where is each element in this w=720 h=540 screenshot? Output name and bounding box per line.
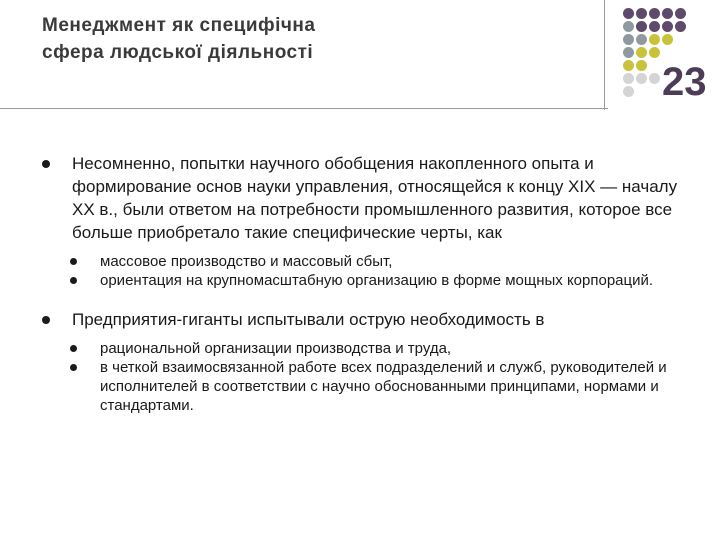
bullet-item-2-text: Предприятия-гиганты испытывали острую необходимость в	[72, 310, 545, 329]
bullet-item-1-sublist	[70, 252, 682, 290]
decorative-dot	[636, 21, 647, 32]
decorative-dot	[623, 86, 634, 97]
decorative-dot	[649, 21, 660, 32]
bullet-dot-icon	[70, 258, 77, 265]
decorative-dot	[623, 21, 634, 32]
decorative-dot	[662, 8, 673, 19]
slide-title-line-2: сфера людської діяльності	[42, 42, 314, 63]
decorative-dot	[623, 60, 634, 71]
sub-bullet-item-1-1	[70, 252, 682, 271]
decorative-dot	[623, 73, 634, 84]
sub-bullet-text: рациональной организации производства и труда,	[100, 340, 452, 357]
decorative-dot	[649, 73, 660, 84]
decorative-dot	[636, 73, 647, 84]
decorative-dot	[636, 34, 647, 45]
slide-title	[42, 12, 562, 66]
decorative-dot	[623, 8, 634, 19]
bullet-item-2-sublist	[70, 339, 682, 415]
decorative-dot	[636, 60, 647, 71]
decorative-dot	[649, 34, 660, 45]
decorative-dot	[623, 34, 634, 45]
decorative-dot	[623, 47, 634, 58]
decorative-dot	[675, 21, 686, 32]
bullet-dot-icon	[70, 345, 77, 352]
bullet-item-1	[42, 152, 682, 244]
sub-bullet-text: массовое производство и массовый сбыт,	[100, 253, 393, 270]
sub-bullet-item-2-1	[70, 339, 682, 358]
vertical-divider	[604, 0, 605, 110]
sub-bullet-item-2-2	[70, 358, 682, 415]
bullet-dot-icon	[70, 277, 77, 284]
sub-bullet-item-1-2	[70, 271, 682, 290]
bullet-item-1-text: Несомненно, попытки научного обобщения накопленного опыта и формирование основ науки управления, относящейся к концу XIX — началу XX в., были ответом на потребности промышленного развития, которое все больше приобретало такие специфические черты, как	[72, 154, 678, 242]
sub-bullet-text: в четкой взаимосвязанной работе всех подразделений и служб, руководителей и исполнителей в соответствии с научно обоснованными принципами, нормами и стандартами.	[100, 359, 667, 414]
decorative-dot	[675, 8, 686, 19]
bullet-dot-icon	[70, 364, 77, 371]
title-divider	[0, 108, 608, 109]
slide-content	[42, 152, 682, 415]
slide-number: 23	[662, 60, 707, 104]
bullet-item-2	[42, 308, 682, 331]
slide-title-line-1: Менеджмент як специфічна	[42, 15, 316, 36]
decorative-dot	[636, 8, 647, 19]
bullet-dot-icon	[42, 160, 50, 168]
decorative-dot	[649, 8, 660, 19]
decorative-dot	[662, 21, 673, 32]
bullet-dot-icon	[42, 316, 50, 324]
decorative-dot	[636, 47, 647, 58]
decorative-dot	[662, 34, 673, 45]
decorative-dot	[649, 47, 660, 58]
sub-bullet-text: ориентация на крупномасштабную организацию в форме мощных корпораций.	[100, 272, 654, 289]
